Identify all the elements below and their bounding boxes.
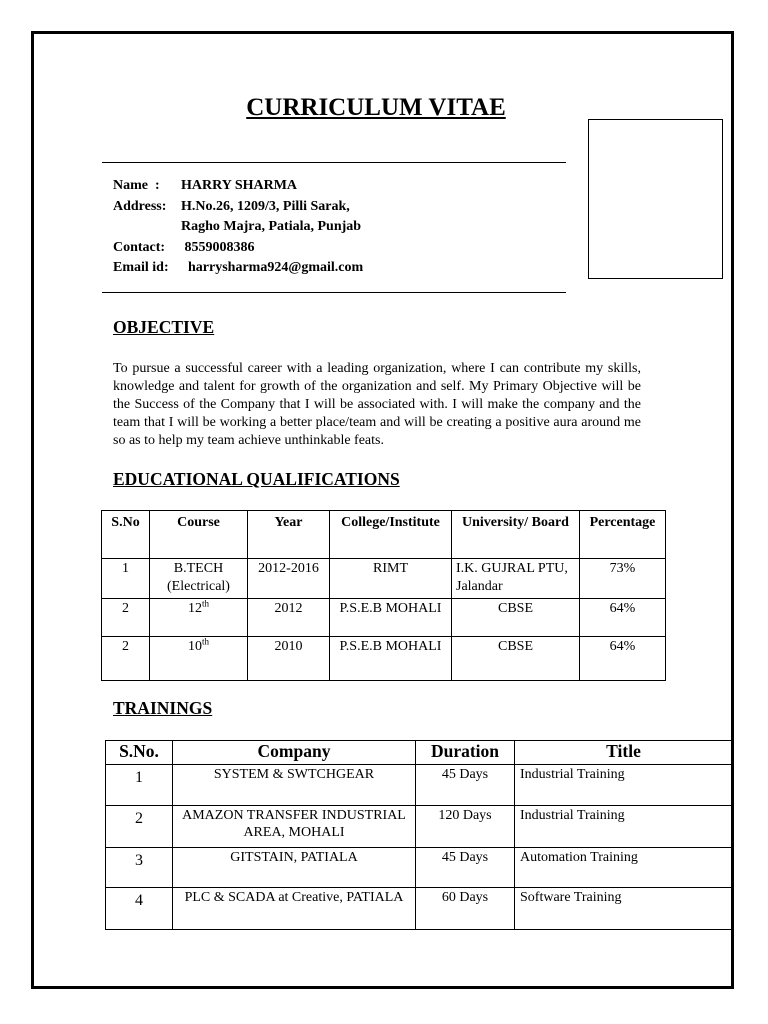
email-label: Email id: xyxy=(113,260,169,275)
education-table xyxy=(101,510,666,681)
edu-course: B.TECH (Electrical) xyxy=(150,559,248,599)
edu-course: 12th xyxy=(150,599,248,637)
edu-col-year: Year xyxy=(248,511,330,559)
address-line2: Ragho Majra, Patiala, Punjab xyxy=(181,219,362,234)
trn-company: SYSTEM & SWTCHGEAR xyxy=(173,765,416,806)
trn-duration: 60 Days xyxy=(416,888,515,930)
objective-text: To pursue a successful career with a leading organization, where I can contribute my skills, knowledge and talent for growth of the organization and self. My Primary Objective will be the Success of the Company that I will be associated with. I will make the company and the team that I will be working a better place/team and will be creating a positive aura around me so as to help my team achieve unthinkable feats. xyxy=(113,361,641,448)
trn-duration: 45 Days xyxy=(416,848,515,888)
edu-course: 10th xyxy=(150,637,248,681)
trn-col-sno: S.No. xyxy=(106,741,173,765)
edu-college: RIMT xyxy=(330,559,452,599)
address-line1: H.No.26, 1209/3, Pilli Sarak, xyxy=(181,198,350,214)
name-row xyxy=(113,176,363,197)
table-row xyxy=(102,599,666,637)
address-row-2 xyxy=(113,217,363,238)
address-row xyxy=(113,197,363,218)
trainings-table xyxy=(105,740,733,930)
name-value: HARRY SHARMA xyxy=(181,178,298,193)
trn-col-duration: Duration xyxy=(416,741,515,765)
trainings-header-row xyxy=(106,741,733,765)
personal-info xyxy=(113,176,363,279)
trn-title: Software Training xyxy=(515,888,733,930)
contact-label: Contact: xyxy=(113,239,166,255)
divider-bottom xyxy=(102,292,566,293)
superscript-th: th xyxy=(201,598,209,609)
trn-col-title: Title xyxy=(515,741,733,765)
trn-sno: 1 xyxy=(106,765,173,806)
edu-col-course: Course xyxy=(150,511,248,559)
table-row xyxy=(102,637,666,681)
edu-sno: 1 xyxy=(102,559,150,599)
divider-top xyxy=(102,162,566,163)
trn-title: Industrial Training xyxy=(515,765,733,806)
edu-percentage: 64% xyxy=(580,599,666,637)
edu-college: P.S.E.B MOHALI xyxy=(330,637,452,681)
edu-percentage: 73% xyxy=(580,559,666,599)
edu-university: I.K. GUJRAL PTU, Jalandar xyxy=(452,559,580,599)
trn-title: Automation Training xyxy=(515,848,733,888)
trn-title: Industrial Training xyxy=(515,806,733,848)
edu-university: CBSE xyxy=(452,599,580,637)
edu-col-percentage: Percentage xyxy=(580,511,666,559)
document-title: CURRICULUM VITAE xyxy=(246,94,506,121)
name-label: Name : xyxy=(113,178,160,193)
trainings-heading: TRAININGS xyxy=(113,698,213,718)
trn-duration: 45 Days xyxy=(416,765,515,806)
education-heading: EDUCATIONAL QUALIFICATIONS xyxy=(113,469,400,489)
edu-year: 2012 xyxy=(248,599,330,637)
trn-company: GITSTAIN, PATIALA xyxy=(173,848,416,888)
edu-sno: 2 xyxy=(102,637,150,681)
trn-sno: 4 xyxy=(106,888,173,930)
email-value: harrysharma924@gmail.com xyxy=(181,260,364,275)
trn-sno: 3 xyxy=(106,848,173,888)
objective-heading: OBJECTIVE xyxy=(113,317,215,337)
trn-company: PLC & SCADA at Creative, PATIALA xyxy=(173,888,416,930)
trn-col-company: Company xyxy=(173,741,416,765)
education-header-row xyxy=(102,511,666,559)
edu-college: P.S.E.B MOHALI xyxy=(330,599,452,637)
superscript-th: th xyxy=(201,636,209,647)
email-row xyxy=(113,258,363,279)
edu-col-university: University/ Board xyxy=(452,511,580,559)
table-row xyxy=(106,888,733,930)
edu-university: CBSE xyxy=(452,637,580,681)
edu-percentage: 64% xyxy=(580,637,666,681)
trn-company: AMAZON TRANSFER INDUSTRIAL AREA, MOHALI xyxy=(173,806,416,848)
edu-sno: 2 xyxy=(102,599,150,637)
edu-year: 2010 xyxy=(248,637,330,681)
contact-value: 8559008386 xyxy=(181,239,255,255)
table-row xyxy=(106,848,733,888)
table-row xyxy=(106,806,733,848)
table-row xyxy=(102,559,666,599)
edu-year: 2012-2016 xyxy=(248,559,330,599)
contact-row xyxy=(113,238,363,259)
edu-col-sno: S.No xyxy=(102,511,150,559)
trn-sno: 2 xyxy=(106,806,173,848)
trn-duration: 120 Days xyxy=(416,806,515,848)
table-row xyxy=(106,765,733,806)
address-label: Address: xyxy=(113,198,167,214)
photo-placeholder xyxy=(588,119,723,279)
edu-col-college: College/Institute xyxy=(330,511,452,559)
